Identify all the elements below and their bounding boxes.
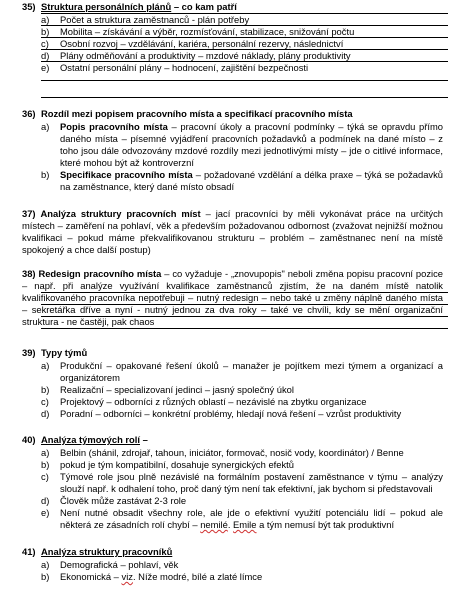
list-marker: a) (41, 121, 50, 132)
list-item-text: Ekonomická – (60, 571, 122, 582)
list-item-text: . (227, 519, 234, 530)
section-41 (0, 546, 470, 583)
section-title: Rozdíl mezi popisem pracovního místa a specifikací pracovního místa (41, 108, 353, 119)
section-text: – jací pracovníci by měli vykonávat práce na určitých místech – zaměření na pohlaví, věk a především požadovanou odbornost (zvažovat nejnižší možnou kvalifikaci – pokud máme překvalifikovanou strukturu – problém – zaměstnanec není na místě spokojený a chce další postup) (22, 208, 443, 255)
section-36 (0, 108, 470, 193)
list-marker: c) (41, 396, 49, 407)
list-item-text: Osobní rozvoj – vzdělávání, kariéra, personální rezervy, následnictví (60, 38, 344, 49)
list-item-text: Belbin (shánil, zdrojař, tahoun, iniciátor, formovač, nosič vody, koordinátor) / Benne (60, 447, 404, 458)
list-item-text: Týmové role jsou plně nezávislé na formálním postavení zaměstnance v týmu – analýzy slouží např. k odhalení toho, proč daný tým není tak efektivní, jak bychom si představovali (60, 471, 443, 494)
rule-line (41, 304, 448, 305)
list-item-text: – pracovní úkoly a pracovní podmínky – týká se opravdu přímo daného místa – písemné vyjádření pracovních požadavků a podmínek na dané místo – z toho jsou dále odvozovány mzdové rozdíly mezi jednotlivými místy – jde o citlivé informace, které mohou být až kontroverzní (60, 121, 443, 168)
list-item (0, 571, 443, 583)
term-bold: Popis pracovního místa (60, 121, 168, 132)
list-marker: d) (41, 495, 50, 506)
list-item (0, 169, 443, 193)
list-marker: b) (41, 169, 50, 180)
list-item (0, 559, 443, 571)
list-marker: c) (41, 471, 49, 482)
list-marker: d) (41, 408, 50, 419)
section-title: Redesign pracovního místa (38, 268, 162, 279)
list-item-text: Projektový – odborníci z různých oblastí – nezávislé na zbytku organizace (60, 396, 367, 407)
rule-line (41, 61, 448, 62)
rule-line (41, 13, 448, 14)
list-item-text: Plány odměňování a produktivity – mzdové náklady, plány produktivity (60, 50, 351, 61)
section-number: 39) (22, 347, 36, 358)
list-marker: b) (41, 459, 50, 470)
list-item (0, 360, 443, 384)
list-item (0, 447, 443, 459)
section-number: 40) (22, 434, 36, 445)
rule-line (41, 316, 448, 317)
list-item-text: a tým nemusí být tak produktivní (256, 519, 395, 530)
list-item (0, 408, 443, 420)
section-36-heading (0, 108, 470, 121)
section-number: 36) (22, 108, 36, 119)
list-item (0, 495, 443, 507)
list-item-text: Ostatní personální plány – hodnocení, zajištění bezpečnosti (60, 62, 309, 73)
list-item (0, 507, 443, 531)
rule-line (41, 292, 448, 293)
list-item (0, 62, 443, 74)
list-item (0, 459, 443, 471)
list-item-text: Poradní – odborníci – konkrétní problémy, hledají nová řešení – vzrůst produktivity (60, 408, 402, 419)
section-number: 41) (22, 546, 36, 557)
list-item-text: Počet a struktura zaměstnanců - plán potřeby (60, 14, 250, 25)
rule-line (41, 25, 448, 26)
list-marker: a) (41, 559, 50, 570)
list-item (0, 471, 443, 495)
section-39 (0, 347, 470, 420)
list-item-text: Realizační – specializovaní jedinci – jasný společný úkol (60, 384, 294, 395)
section-text: – co vyžaduje - „znovupopis" neboli změna popisu pracovní pozice – např. při analýze využívání kvalifikace zaměstnanců zjistím, že na daném místě natolik kvalifikovaného pracovníka nepotřebuji – nutný redesign – nebo také u změny náplně daného místa – sekretářka dříve a nyní - nutný jednou za dva roky – také ve chvíli, kdy se mění organizační struktura - ne častěji, pak chaos (22, 268, 443, 327)
spellcheck-word: nemilé (200, 519, 228, 530)
section-title: Analýza struktury pracovníků (41, 546, 173, 557)
section-number: 35) (22, 1, 36, 12)
list-item-text: Mobilita – získávání a výběr, rozmísťování, stabilizace, snižování počtu (60, 26, 355, 37)
list-marker: b) (41, 384, 50, 395)
section-title: Typy týmů (41, 347, 88, 358)
rule-line (41, 37, 448, 38)
section-number: 37) (22, 208, 36, 219)
list-marker: a) (41, 14, 50, 25)
list-item-text: . Níže modré, bílé a zlaté límce (132, 571, 263, 582)
section-title: Analýza týmových rolí (41, 434, 140, 445)
list-item (0, 396, 443, 408)
section-title: Analýza struktury pracovních míst (40, 208, 201, 219)
section-title-suffix: – co kam patří (171, 1, 237, 12)
spellcheck-word: viz (121, 571, 133, 582)
section-title: Struktura personálních plánů (41, 1, 172, 12)
rule-line (41, 49, 448, 50)
list-item (0, 121, 443, 169)
rule-line (41, 97, 448, 98)
section-title-suffix: – (140, 434, 148, 445)
list-item-text: Demografická – pohlaví, věk (60, 559, 179, 570)
section-number: 38) (22, 268, 36, 279)
list-item-text: pokud je tým kompatibilní, dosahuje synergických efektů (60, 459, 294, 470)
spellcheck-word: Emile (233, 519, 257, 530)
list-marker: a) (41, 360, 50, 371)
term-bold: Specifikace pracovního místa (60, 169, 193, 180)
list-item (0, 384, 443, 396)
section-37 (0, 208, 470, 256)
rule-line (41, 328, 448, 329)
list-marker: a) (41, 447, 50, 458)
section-35-list (0, 14, 470, 74)
list-item-text: Není nutné obsadit všechny role, ale jde o efektivní využití potenciálu lidí – pokud ale některá ze zásadních rolí chybí – (60, 507, 443, 530)
list-item-text: Produkční – opakované řešení úkolů – manažer je pojítkem mezi týmem a organizací a organizátorem (60, 360, 443, 383)
list-item-text: – požadované vzdělání a délka praxe – týká se požadavků na zaměstnance, který dané místo obsadí (60, 169, 443, 192)
section-40 (0, 434, 470, 531)
list-marker: b) (41, 26, 50, 37)
list-marker: b) (41, 571, 50, 582)
section-38 (0, 268, 470, 328)
list-marker: d) (41, 50, 50, 61)
list-item-text: Člověk může zastávat 2-3 role (60, 495, 187, 506)
list-marker: c) (41, 38, 49, 49)
list-marker: e) (41, 62, 50, 73)
rule-line (41, 80, 448, 81)
list-marker: e) (41, 507, 50, 518)
